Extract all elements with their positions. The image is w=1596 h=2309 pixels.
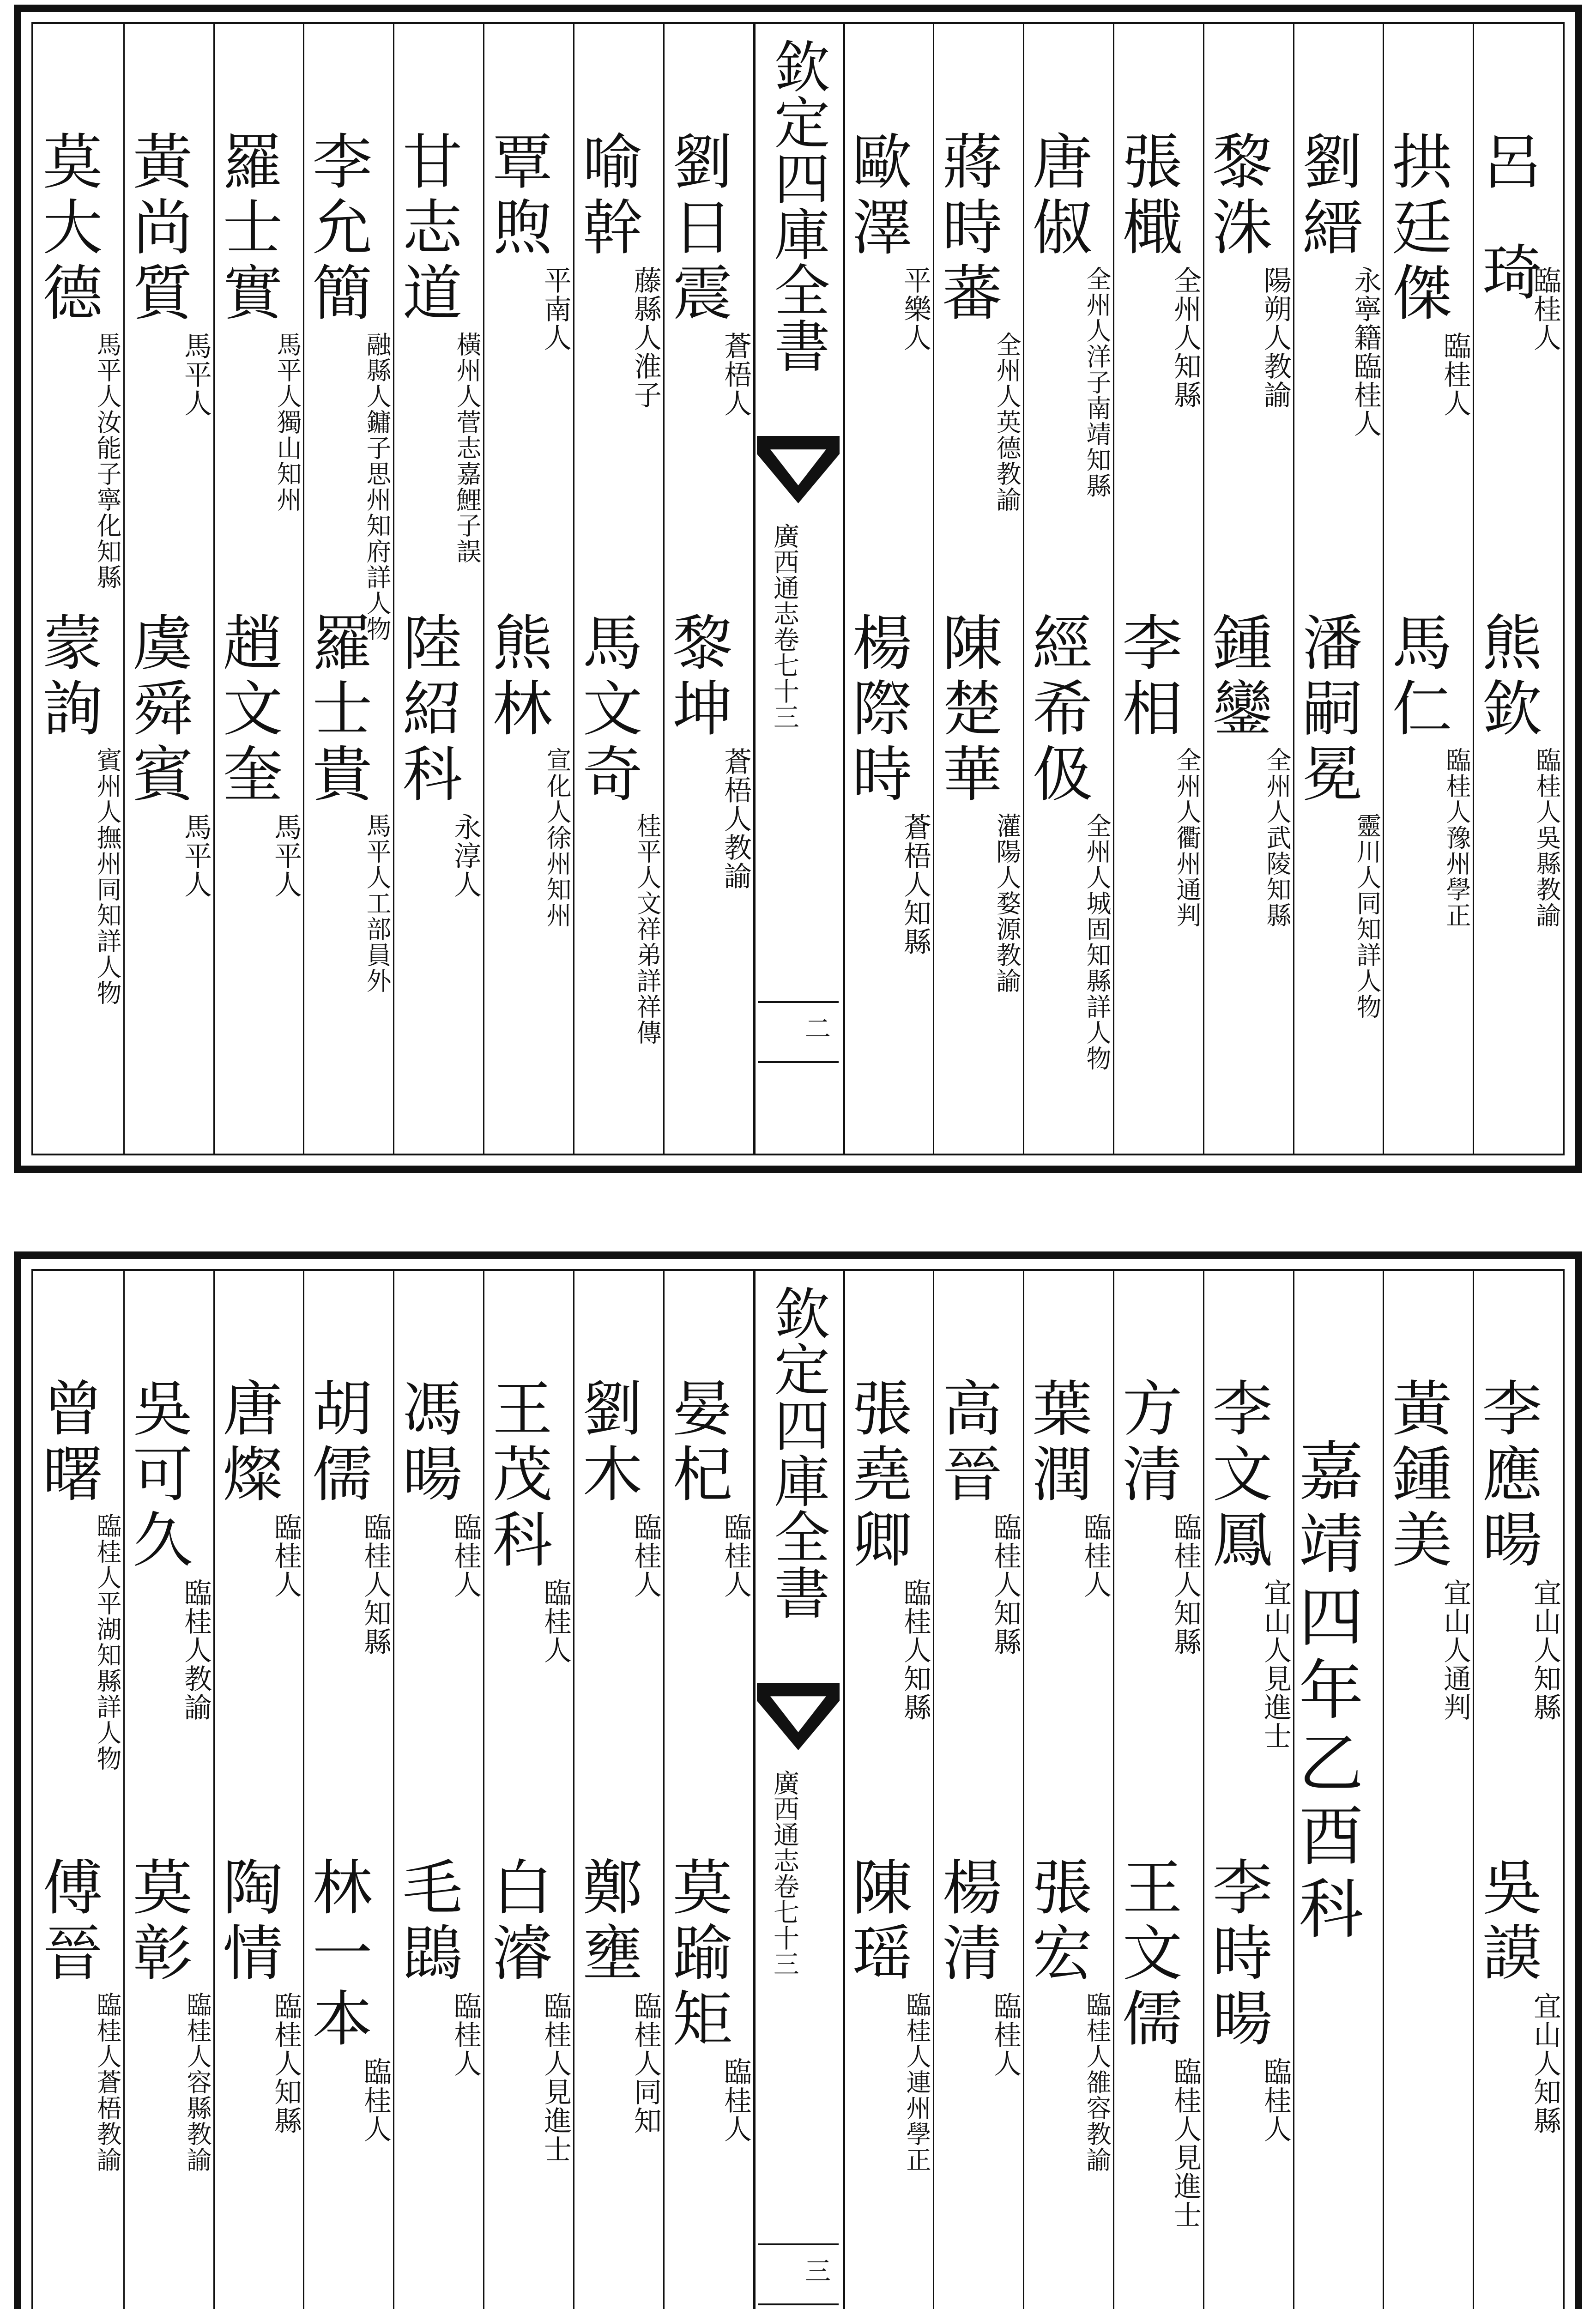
entry-note: 賓州人撫州同知詳人物 bbox=[93, 747, 122, 1006]
entry-name: 呂 bbox=[1472, 130, 1542, 196]
entry-column bbox=[933, 1271, 1023, 2309]
book-title: 欽定四庫全書 bbox=[765, 1285, 830, 1620]
entry-name: 黃尚質 bbox=[123, 130, 193, 327]
entry-note: 馬平人 bbox=[270, 813, 302, 899]
entry-note: 臨桂人 bbox=[1439, 332, 1471, 417]
entry-column bbox=[1383, 24, 1473, 1154]
entry-name: 黎洙 bbox=[1203, 130, 1273, 261]
entry-name: 白濬 bbox=[483, 1856, 553, 1987]
entry-note: 臨桂人 bbox=[270, 1513, 302, 1599]
entry-column bbox=[303, 1271, 393, 2309]
entry-column bbox=[843, 24, 933, 1154]
entry-note: 臨桂人 bbox=[719, 1513, 752, 1599]
page-frame bbox=[31, 1269, 1565, 2309]
volume-label: 廣西通志卷七十三 bbox=[769, 1770, 799, 1977]
entry-name: 張檝 bbox=[1112, 130, 1183, 261]
entry-name: 劉木 bbox=[573, 1377, 643, 1508]
entry-note: 平南人 bbox=[539, 266, 572, 352]
entry-name: 蒙詢 bbox=[33, 611, 103, 743]
entry-column bbox=[1473, 1271, 1563, 2309]
page-frame bbox=[31, 22, 1565, 1155]
entry-note: 全州人衢州通判 bbox=[1173, 747, 1202, 928]
entry-note: 蒼梧人知縣 bbox=[899, 813, 931, 956]
entry-name: 李應暘 bbox=[1472, 1377, 1542, 1574]
entry-note: 馬平人獨山知州 bbox=[273, 332, 302, 513]
entry-note: 馬平人 bbox=[180, 332, 212, 417]
entry-note: 臨桂人 bbox=[1079, 1513, 1112, 1599]
entry-name: 傅晉 bbox=[33, 1856, 103, 1987]
fishtail-mark bbox=[757, 1682, 840, 1751]
entry-column bbox=[393, 1271, 483, 2309]
entry-name: 張宏 bbox=[1022, 1856, 1093, 1987]
entry-note: 宜山人知縣 bbox=[1529, 1578, 1561, 1722]
entry-note: 全州人知縣 bbox=[1169, 266, 1202, 409]
entry-note: 臨桂人見進士 bbox=[1169, 2057, 1202, 2229]
entry-note: 陽朔人教諭 bbox=[1259, 266, 1292, 409]
entry-name: 劉縉 bbox=[1293, 130, 1363, 261]
entry-name: 王文儒 bbox=[1112, 1856, 1183, 2053]
entry-name: 熊林 bbox=[483, 611, 553, 743]
entry-column bbox=[663, 1271, 753, 2309]
volume-label: 廣西通志卷七十三 bbox=[769, 523, 799, 730]
entry-name: 李文鳳 bbox=[1203, 1377, 1273, 1574]
entry-name: 晏杞 bbox=[663, 1377, 733, 1508]
entry-note: 臨桂人知縣 bbox=[270, 1992, 302, 2135]
entry-note: 臨桂人 bbox=[449, 1992, 482, 2078]
entry-column bbox=[1473, 24, 1563, 1154]
entry-note: 臨桂人連州學正 bbox=[902, 1992, 931, 2173]
center-margin bbox=[753, 24, 843, 1154]
entry-note: 永寧籍臨桂人 bbox=[1349, 266, 1382, 438]
entry-name: 羅士貴 bbox=[302, 611, 373, 808]
entry-note: 臨桂人同知 bbox=[629, 1992, 662, 2135]
entry-name: 楊際時 bbox=[842, 611, 913, 808]
entry-column bbox=[1203, 1271, 1293, 2309]
entry-name: 唐燦 bbox=[213, 1377, 283, 1508]
entry-column bbox=[1383, 1271, 1473, 2309]
entry-note: 全州人城固知縣詳人物 bbox=[1082, 813, 1112, 1071]
entry-column bbox=[483, 24, 573, 1154]
entry-column bbox=[1293, 24, 1383, 1154]
entry-column bbox=[1113, 24, 1203, 1154]
entry-column bbox=[933, 24, 1023, 1154]
entry-column bbox=[483, 1271, 573, 2309]
section-heading: 嘉靖四年乙酉科 bbox=[1288, 1437, 1363, 1948]
entry-name: 覃煦 bbox=[483, 130, 553, 261]
entry-note: 臨桂人容縣教諭 bbox=[183, 1992, 212, 2173]
entry-name: 劉日震 bbox=[663, 130, 733, 327]
entry-column bbox=[303, 24, 393, 1154]
entry-name: 馮暘 bbox=[393, 1377, 463, 1508]
entry-name: 喻幹 bbox=[573, 130, 643, 261]
entry-column bbox=[33, 1271, 123, 2309]
page-number-rule bbox=[758, 2303, 839, 2305]
entry-note: 宜山人通判 bbox=[1439, 1578, 1471, 1722]
entry-note: 臨桂人 bbox=[719, 2057, 752, 2143]
entry-note: 臨桂人知縣 bbox=[1169, 1513, 1202, 1656]
entry-column bbox=[573, 1271, 663, 2309]
entry-name: 鄭壅 bbox=[573, 1856, 643, 1987]
entry-name: 莫彰 bbox=[123, 1856, 193, 1987]
entry-note: 臨桂人 bbox=[449, 1513, 482, 1599]
entry-name: 黎坤 bbox=[663, 611, 733, 743]
page-number: 三 bbox=[801, 2257, 831, 2283]
page-number-rule bbox=[758, 1001, 839, 1003]
entry-column bbox=[1288, 1271, 1383, 2309]
page-number: 二 bbox=[801, 1015, 831, 1041]
entry-note: 灌陽人婺源教諭 bbox=[992, 813, 1022, 994]
entry-note: 臨桂人 bbox=[359, 2057, 392, 2143]
entry-name: 李允簡 bbox=[302, 130, 373, 327]
entry-note: 藤縣人淮子 bbox=[629, 266, 662, 409]
entry-name: 琦 bbox=[1472, 241, 1542, 307]
entry-column bbox=[213, 24, 303, 1154]
entry-note: 臨桂人 bbox=[1259, 2057, 1292, 2143]
entry-column bbox=[123, 24, 213, 1154]
entry-name: 陳瑶 bbox=[842, 1856, 913, 1987]
entry-note: 臨桂人見進士 bbox=[539, 1992, 572, 2164]
entry-column bbox=[663, 24, 753, 1154]
entry-name: 黃鍾美 bbox=[1382, 1377, 1452, 1574]
entry-name: 莫踰矩 bbox=[663, 1856, 733, 2053]
entry-note: 臨桂人知縣 bbox=[899, 1578, 931, 1722]
entry-note: 平樂人 bbox=[899, 266, 931, 352]
entry-name: 趙文奎 bbox=[213, 611, 283, 808]
entry-name: 毛鵾 bbox=[393, 1856, 463, 1987]
entry-name: 陳楚華 bbox=[932, 611, 1003, 808]
center-margin bbox=[753, 1271, 843, 2309]
entry-note: 永淳人 bbox=[449, 813, 482, 899]
entry-name: 葉潤 bbox=[1022, 1377, 1093, 1508]
entry-name: 胡儒 bbox=[302, 1377, 373, 1508]
entry-name: 方清 bbox=[1112, 1377, 1183, 1508]
entry-name: 甘志道 bbox=[393, 130, 463, 327]
entry-name: 虞舜賓 bbox=[123, 611, 193, 808]
entry-note: 橫州人菅志嘉鯉子誤 bbox=[453, 332, 482, 564]
entry-column bbox=[1023, 24, 1113, 1154]
entry-note: 融縣人鏞子思州知府詳人物 bbox=[363, 332, 392, 642]
entry-name: 楊清 bbox=[932, 1856, 1003, 1987]
entry-name: 曾曙 bbox=[33, 1377, 103, 1508]
page-bottom bbox=[14, 1251, 1582, 2309]
entry-name: 唐俶 bbox=[1022, 130, 1093, 261]
entry-column bbox=[123, 1271, 213, 2309]
entry-name: 高晉 bbox=[932, 1377, 1003, 1508]
fishtail-mark bbox=[757, 435, 840, 504]
entry-name: 莫大德 bbox=[33, 130, 103, 327]
entry-name: 潘嗣冕 bbox=[1293, 611, 1363, 808]
entry-note: 臨桂人豫州學正 bbox=[1442, 747, 1471, 928]
entry-note: 臨桂人知縣 bbox=[989, 1513, 1022, 1656]
entry-note: 臨桂人雒容教諭 bbox=[1082, 1992, 1112, 2173]
entry-name: 李相 bbox=[1112, 611, 1183, 743]
entry-column bbox=[573, 24, 663, 1154]
entry-note: 全州人英德教諭 bbox=[992, 332, 1022, 513]
entry-note: 全州人洋子南靖知縣 bbox=[1082, 266, 1112, 499]
entry-name: 馬仁 bbox=[1382, 611, 1452, 743]
entry-column bbox=[1023, 1271, 1113, 2309]
entry-name: 馬文奇 bbox=[573, 611, 643, 808]
entry-name: 拱廷傑 bbox=[1382, 130, 1452, 327]
entry-note: 全州人武陵知縣 bbox=[1263, 747, 1292, 928]
entry-note: 蒼梧人教諭 bbox=[719, 747, 752, 890]
entry-note: 宜山人見進士 bbox=[1259, 1578, 1292, 1750]
entry-name: 蔣時蕃 bbox=[932, 130, 1003, 327]
book-title: 欽定四庫全書 bbox=[765, 38, 830, 373]
entry-note: 宜山人知縣 bbox=[1529, 1992, 1561, 2135]
entry-note: 馬平人 bbox=[180, 813, 212, 899]
entry-name: 鍾鑾 bbox=[1203, 611, 1273, 743]
page-top bbox=[14, 5, 1582, 1173]
entry-note: 臨桂人吳縣教諭 bbox=[1532, 747, 1561, 928]
entry-column bbox=[393, 24, 483, 1154]
entry-name: 經希伋 bbox=[1022, 611, 1093, 808]
entry-note: 蒼梧人 bbox=[719, 332, 752, 417]
entry-name: 陸紹科 bbox=[393, 611, 463, 808]
entry-note: 馬平人汝能子寧化知縣 bbox=[93, 332, 122, 590]
entry-name: 李時暘 bbox=[1203, 1856, 1273, 2053]
entry-column bbox=[1203, 24, 1293, 1154]
entry-note: 臨桂人 bbox=[629, 1513, 662, 1599]
entry-column bbox=[843, 1271, 933, 2309]
entry-name: 林一本 bbox=[302, 1856, 373, 2053]
entry-name: 吳謨 bbox=[1472, 1856, 1542, 1987]
page-number-rule bbox=[758, 2243, 839, 2245]
entry-note: 臨桂人知縣 bbox=[359, 1513, 392, 1656]
entry-column bbox=[1113, 1271, 1203, 2309]
entry-note: 臨桂人 bbox=[1529, 266, 1561, 352]
entry-note: 臨桂人平湖知縣詳人物 bbox=[93, 1513, 122, 1771]
entry-name: 歐澤 bbox=[842, 130, 913, 261]
entry-name: 張堯卿 bbox=[842, 1377, 913, 1574]
entry-name: 王茂科 bbox=[483, 1377, 553, 1574]
entry-name: 羅士實 bbox=[213, 130, 283, 327]
entry-note: 臨桂人 bbox=[539, 1578, 572, 1664]
entry-note: 靈川人同知詳人物 bbox=[1353, 813, 1382, 1020]
entry-name: 熊欽 bbox=[1472, 611, 1542, 743]
entry-column bbox=[213, 1271, 303, 2309]
entry-note: 臨桂人蒼梧教諭 bbox=[93, 1992, 122, 2173]
entry-note: 宣化人徐州知州 bbox=[543, 747, 572, 928]
entry-name: 陶情 bbox=[213, 1856, 283, 1987]
page-number-rule bbox=[758, 1061, 839, 1063]
entry-name: 吳可久 bbox=[123, 1377, 193, 1574]
entry-note: 臨桂人教諭 bbox=[180, 1578, 212, 1722]
entry-note: 馬平人工部員外 bbox=[363, 813, 392, 994]
entry-note: 臨桂人 bbox=[989, 1992, 1022, 2078]
entry-note: 桂平人文祥弟詳祥傳 bbox=[633, 813, 662, 1046]
entry-column bbox=[33, 24, 123, 1154]
